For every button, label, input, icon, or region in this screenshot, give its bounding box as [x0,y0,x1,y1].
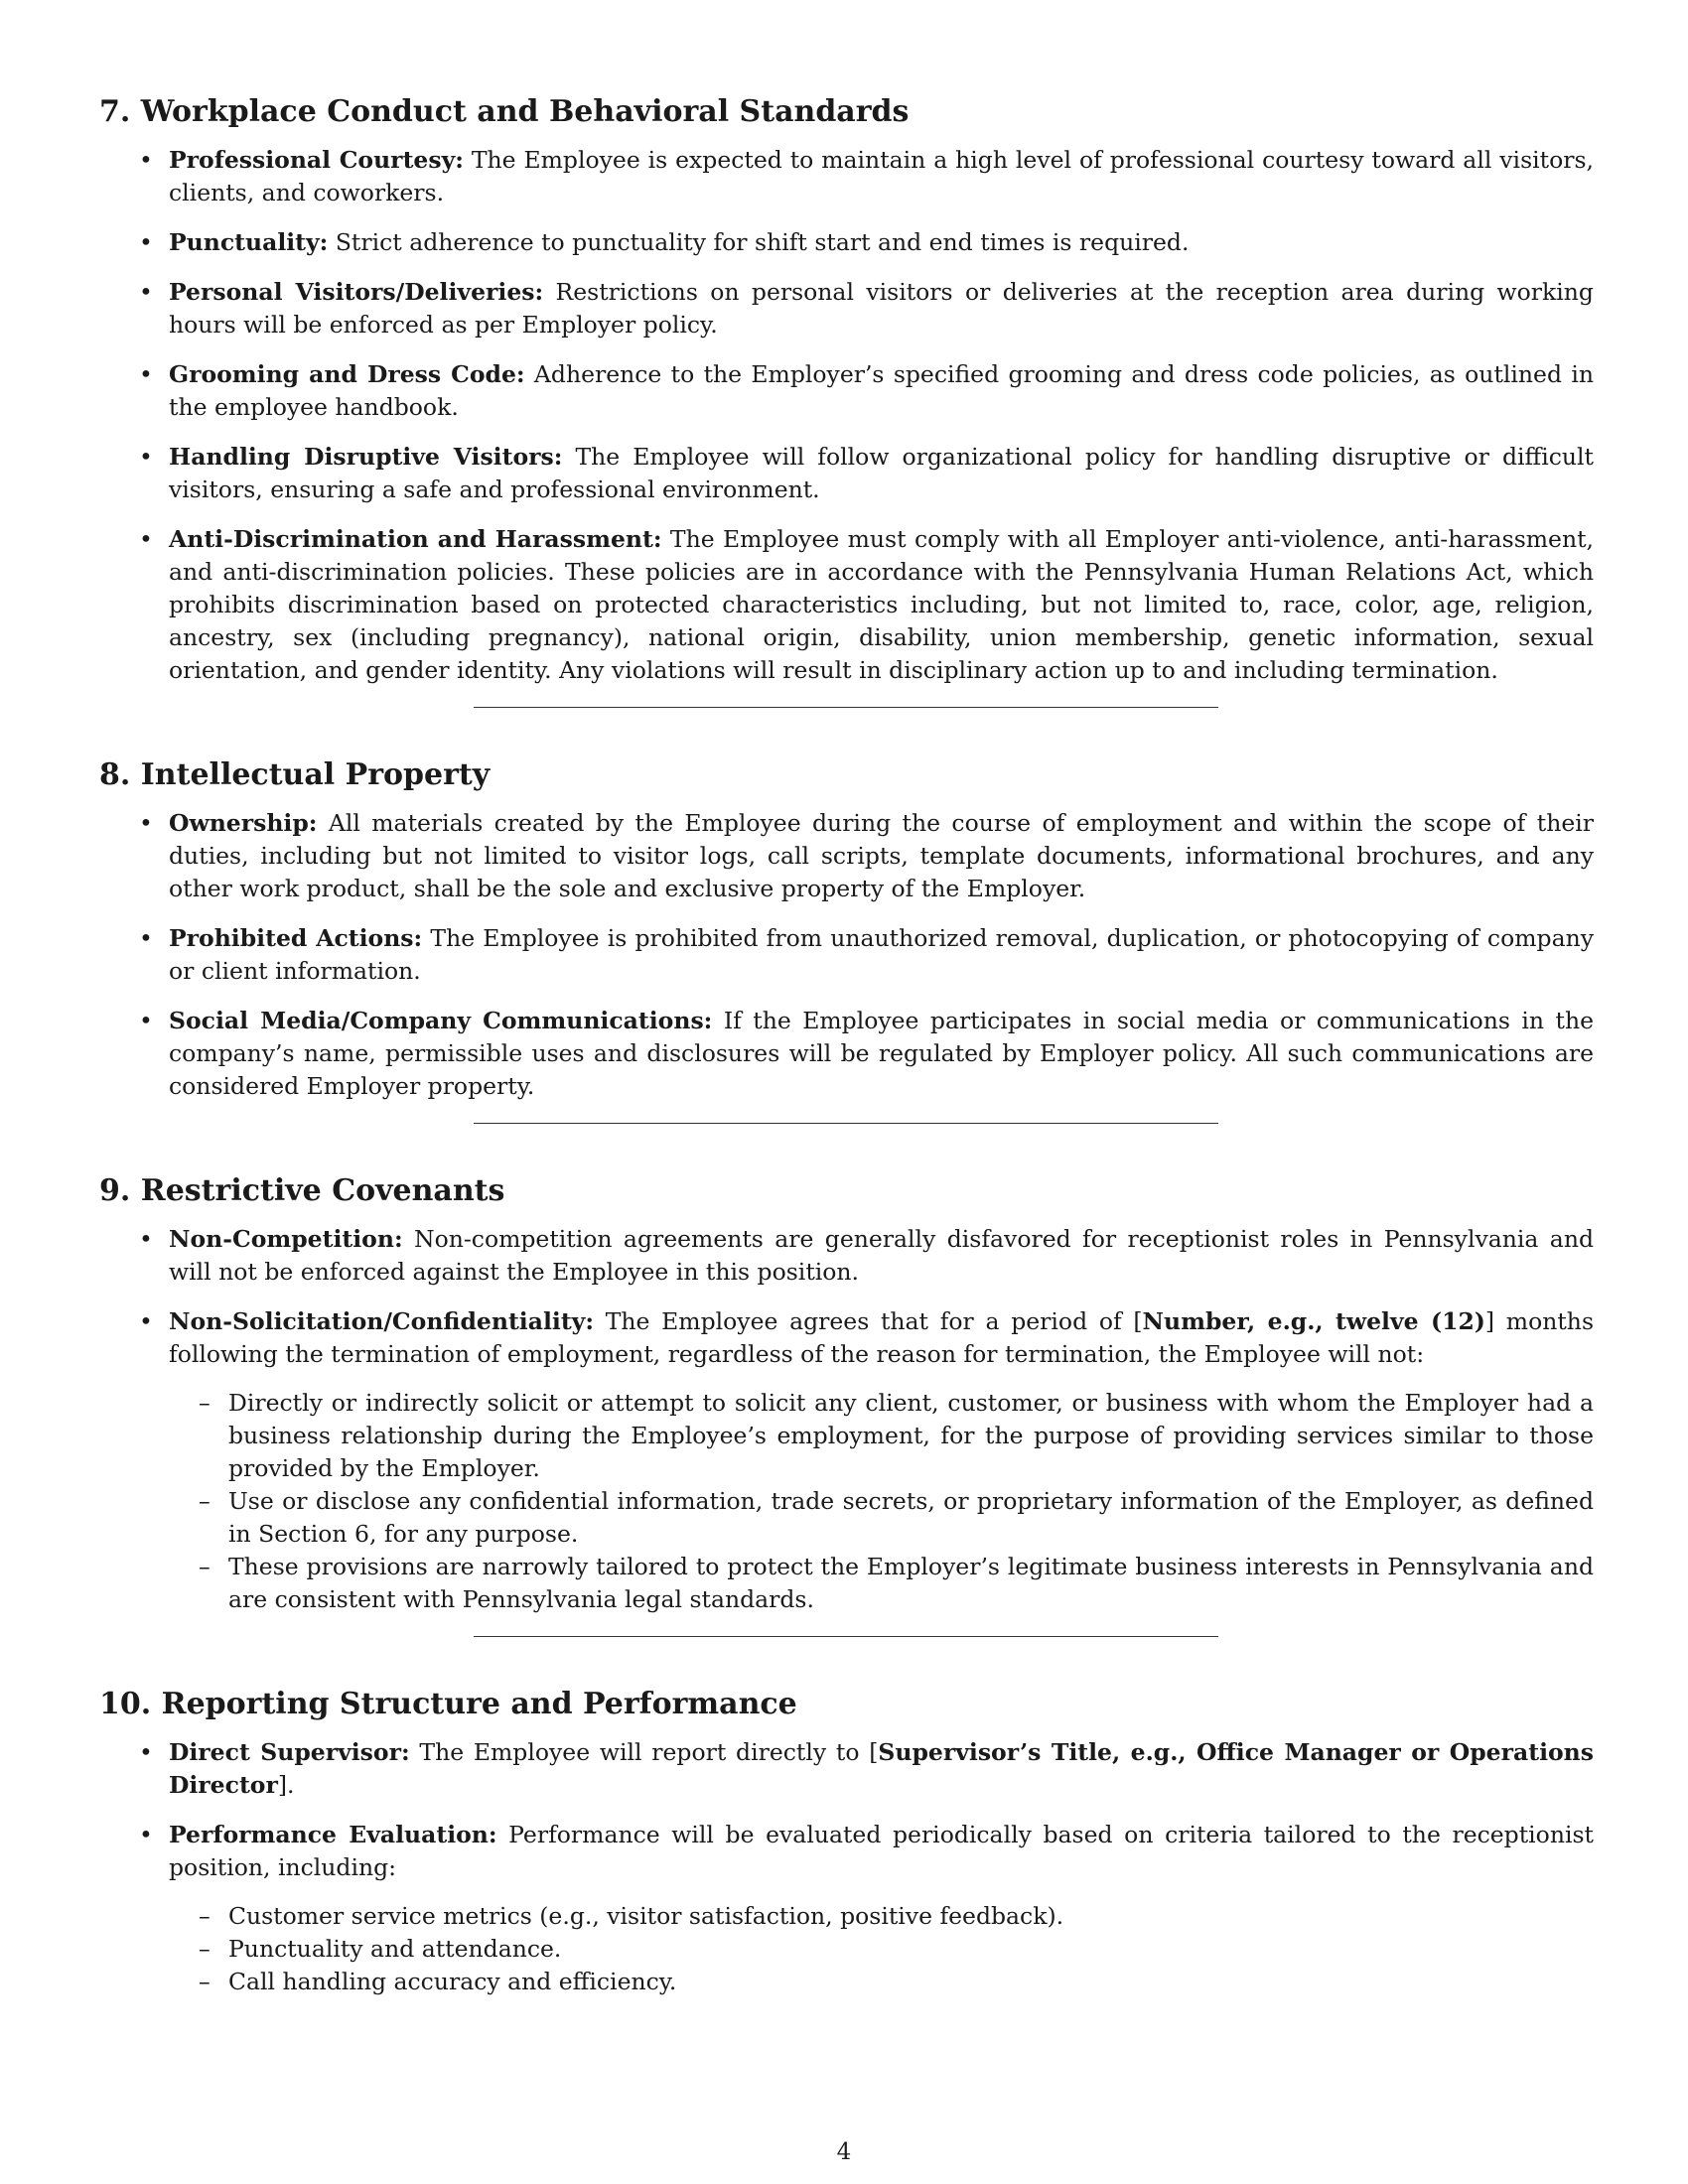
sub-list [169,1900,1594,1998]
item-text: Restrictions on personal visitors or deliveries at the reception area during working hours will be enforced as per Employer policy. [169,278,1594,339]
item-label: Direct Supervisor: [169,1738,410,1766]
item-label: Personal Visitors/Deliveries: [169,278,544,306]
list-item [169,1736,1594,1802]
list-item [169,226,1594,259]
section-divider [474,707,1218,708]
section-9 [99,1173,1594,1616]
section-divider [474,1123,1218,1124]
document-page [99,94,1594,2015]
item-label: Prohibited Actions: [169,924,423,952]
placeholder-text: Number, e.g., twelve (12) [1142,1307,1485,1335]
sub-list-item: – Call handling accuracy and efficiency. [228,1966,1594,1998]
item-text: The Employee will follow organizational policy for handling disruptive or difficult visitors, ensuring a safe and professional environment. [169,443,1594,503]
list-item [169,1223,1594,1289]
section-heading: 10. Reporting Structure and Performance [99,1687,797,1721]
item-text: The Employee agrees that for a period of [ [594,1307,1143,1335]
sub-list-item: – Customer service metrics (e.g., visitor satisfaction, positive feedback). [228,1900,1594,1933]
bullet-list [99,807,1594,1103]
list-item [169,922,1594,988]
sub-list-item: – Directly or indirectly solicit or attempt to solicit any client, customer, or business with whom the Employer had a business relationship during the Employee’s employment, for the purpose of providing services similar to those provided by the Employer. [228,1387,1594,1485]
item-label: Non-Competition: [169,1225,403,1253]
item-text: Adherence to the Employer’s specified grooming and dress code policies, as outlined in the employee handbook. [169,360,1594,421]
page-number: 4 [836,2139,852,2165]
item-text: ]. [277,1771,295,1799]
item-text: Strict adherence to punctuality for shift start and end times is required. [328,228,1190,256]
item-text: The Employee is expected to maintain a high level of professional courtesy toward all visitors, clients, and coworkers. [169,146,1594,206]
list-item [169,358,1594,424]
sub-list [169,1387,1594,1616]
item-text: Non-competition agreements are generally disfavored for receptionist roles in Pennsylvania and will not be enforced against the Employee in this position. [169,1225,1594,1286]
placeholder-text: Supervisor’s Title, e.g., Office Manager or Operations Director [169,1738,1594,1799]
section-heading: 8. Intellectual Property [99,757,491,792]
item-label: Anti-Discrimination and Harassment: [169,525,662,553]
section-7 [99,94,1594,687]
item-label: Professional Courtesy: [169,146,464,174]
bullet-list [99,1223,1594,1616]
list-item [169,523,1594,687]
bullet-list [99,144,1594,687]
list-item [169,1305,1594,1616]
item-label: Handling Disruptive Visitors: [169,443,563,471]
item-text: Performance will be evaluated periodically based on criteria tailored to the receptionist position, including: [169,1821,1594,1881]
section-8 [99,757,1594,1103]
sub-list-item: – These provisions are narrowly tailored to protect the Employer’s legitimate business interests in Pennsylvania and are consistent with Pennsylvania legal standards. [228,1551,1594,1616]
list-item [169,1005,1594,1103]
list-item [169,807,1594,905]
list-item [169,1819,1594,1998]
list-item [169,441,1594,506]
item-label: Ownership: [169,809,318,837]
list-item [169,144,1594,209]
list-item [169,276,1594,341]
section-heading: 7. Workplace Conduct and Behavioral Standards [99,94,910,129]
bullet-list [99,1736,1594,1998]
section-divider [474,1636,1218,1637]
item-label: Grooming and Dress Code: [169,360,525,388]
item-label: Performance Evaluation: [169,1821,497,1848]
sub-list-item: – Punctuality and attendance. [228,1933,1594,1966]
item-label: Punctuality: [169,228,329,256]
item-text: ] months following the termination of employment, regardless of the reason for termination, the Employee will not: [169,1307,1595,1368]
item-label: Social Media/Company Communications: [169,1007,713,1034]
item-label: Non-Solicitation/Confidentiality: [169,1307,595,1335]
section-10 [99,1687,1594,1998]
item-text: The Employee will report directly to [ [409,1738,879,1766]
sub-list-item: – Use or disclose any confidential information, trade secrets, or proprietary information of the Employer, as defined in Section 6, for any purpose. [228,1485,1594,1551]
item-text: All materials created by the Employee during the course of employment and within the scope of their duties, including but not limited to visitor logs, call scripts, template documents, informational brochures, and any other work product, shall be the sole and exclusive property of the Employer. [169,809,1594,902]
section-heading: 9. Restrictive Covenants [99,1173,505,1208]
item-text: The Employee must comply with all Employer anti-violence, anti-harassment, and anti-discrimination policies. These policies are in accordance with the Pennsylvania Human Relations Act, which prohibits discrimination based on protected characteristics including, but not limited to, race, color, age, religion, ancestry, sex (including pregnancy), national origin, disability, union membership, genetic information, sexual orientation, and gender identity. Any violations will result in disciplinary action up to and including termination. [169,525,1594,684]
item-text: If the Employee participates in social media or communications in the company’s name, permissible uses and disclosures will be regulated by Employer policy. All such communications are considered Employer property. [169,1007,1594,1100]
item-text: The Employee is prohibited from unauthorized removal, duplication, or photocopying of company or client information. [169,924,1594,985]
